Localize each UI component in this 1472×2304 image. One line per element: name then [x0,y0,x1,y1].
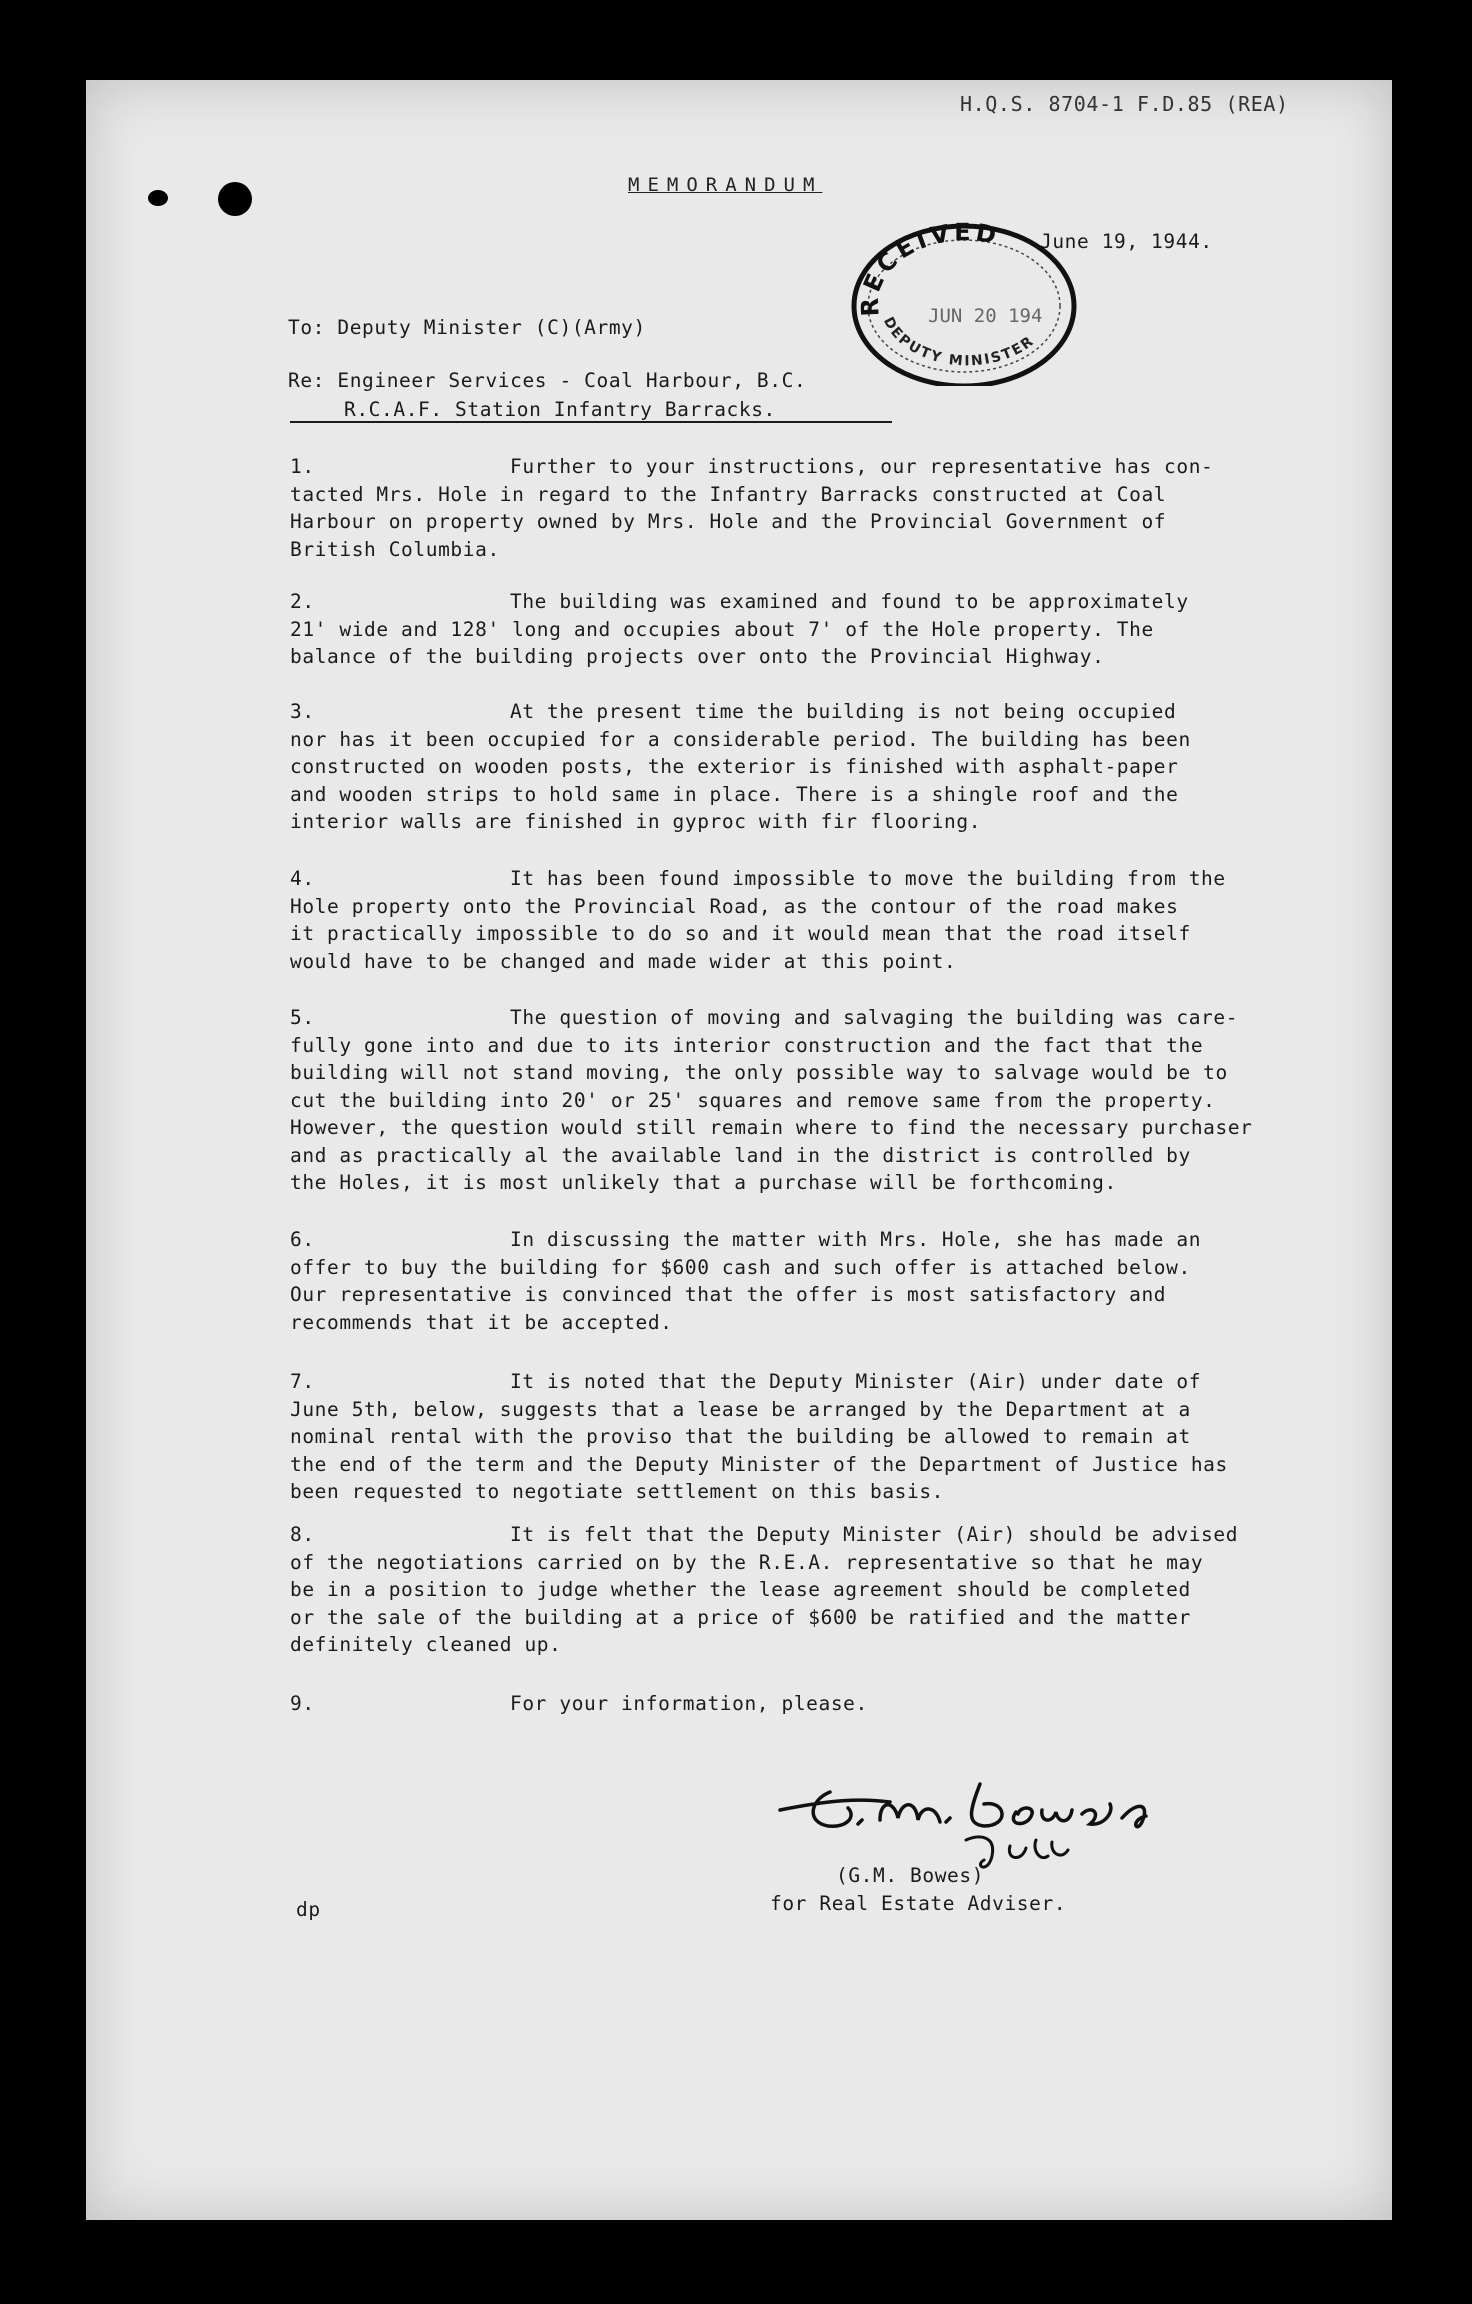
paragraph-line: the Holes, it is most unlikely that a purchase will be forthcoming. [290,1171,1117,1194]
paragraph-line: nominal rental with the proviso that the building be allowed to remain at [290,1425,1191,1448]
stamp-date: JUN 20 194 [928,305,1043,327]
paragraph-line: and wooden strips to hold same in place. There is a shingle roof and the [290,782,1179,806]
paragraph-line: It has been found impossible to move the building from the [510,867,1226,890]
paragraph-line: it practically impossible to do so and it would mean that the road itself [290,922,1191,945]
paragraph-line: At the present time the building is not being occupied [510,700,1177,723]
paragraph-line: offer to buy the building for $600 cash and such offer is attached below. [290,1255,1191,1279]
paragraph-line: However, the question would still remain where to find the necessary purchaser [290,1116,1253,1139]
paragraph-line: Further to your instructions, our representative has con- [510,455,1214,478]
paragraph-number: 1. [290,455,315,478]
paragraph-line: tacted Mrs. Hole in regard to the Infantry Barracks constructed at Coal [290,482,1167,506]
paragraph-line: It is felt that the Deputy Minister (Air) should be advised [510,1523,1239,1546]
paragraph-number: 7. [290,1370,315,1393]
paragraph-line: In discussing the matter with Mrs. Hole, she has made an [510,1228,1202,1251]
re-line-2: R.C.A.F. Station Infantry Barracks. [344,398,776,421]
subject-underline [290,421,892,423]
file-reference: H.Q.S. 8704-1 F.D.85 (REA) [960,92,1289,116]
paragraph-number: 8. [290,1523,315,1546]
paragraph-line: Our representative is convinced that the offer is most satisfactory and [290,1283,1167,1306]
paragraph-number: 9. [290,1692,315,1715]
paragraph-line: or the sale of the building at a price of $600 be ratified and the matter [290,1605,1191,1629]
paragraph-line: the end of the term and the Deputy Minister of the Department of Justice has [290,1452,1228,1476]
paragraph-line: The building was examined and found to be approximately [510,590,1189,613]
typist-initials: dp [296,1898,321,1921]
paragraph-line: Harbour on property owned by Mrs. Hole and the Provincial Government of [290,510,1167,533]
punch-hole-mark [148,190,168,206]
punch-hole-mark [218,182,252,216]
paragraph-line: would have to be changed and made wider at this point. [290,949,957,973]
signatory-title: for Real Estate Adviser. [770,1892,1067,1915]
paragraph-line: nor has it been occupied for a considerable period. The building has been [290,727,1191,751]
to-line: To: Deputy Minister (C)(Army) [288,316,646,339]
paragraph-number: 6. [290,1228,315,1251]
signatory-name: (G.M. Bowes) [836,1864,985,1887]
paragraph-line: Hole property onto the Provincial Road, as the contour of the road makes [290,894,1179,918]
paragraph-line: It is noted that the Deputy Minister (Air) under date of [510,1370,1202,1393]
paragraph-number: 5. [290,1006,315,1029]
paragraph-line: be in a position to judge whether the lease agreement should be completed [290,1578,1191,1601]
received-stamp [840,220,1084,386]
paragraph-line: been requested to negotiate settlement on this basis. [290,1480,945,1503]
re-line-1: Re: Engineer Services - Coal Harbour, B.C. [288,369,807,392]
paragraph-line: 21' wide and 128' long and occupies about 7' of the Hole property. The [290,617,1154,641]
paragraph-number: 3. [290,700,315,723]
stamp-text-bottom: DEPUTY MINISTER [880,314,1038,370]
paragraph-line: For your information, please. [510,1692,868,1715]
paragraph-number: 4. [290,867,315,890]
paragraph-line: definitely cleaned up. [290,1633,562,1656]
paragraph-line: June 5th, below, suggests that a lease be arranged by the Department at a [290,1397,1191,1421]
paragraph-line: British Columbia. [290,537,500,561]
paragraph-line: fully gone into and due to its interior construction and the fact that the [290,1033,1204,1057]
stamp-text-top: RECEIVED [855,220,1003,318]
paragraph-number: 2. [290,590,315,613]
paragraph-line: of the negotiations carried on by the R.E.A. representative so that he may [290,1550,1204,1574]
paragraph-line: and as practically al the available land in the district is controlled by [290,1143,1191,1167]
memo-date: June 19, 1944. [1040,230,1213,253]
paragraph-line: cut the building into 20' or 25' squares and remove same from the property. [290,1088,1216,1112]
paragraph-line: constructed on wooden posts, the exterior is finished with asphalt-paper [290,755,1179,778]
paragraph-line: balance of the building projects over onto the Provincial Highway. [290,645,1105,668]
paragraph-line: The question of moving and salvaging the building was care- [510,1006,1239,1029]
paragraph-line: recommends that it be accepted. [290,1310,673,1334]
memo-title: MEMORANDUM [628,174,823,196]
paragraph-line: building will not stand moving, the only possible way to salvage would be to [290,1061,1228,1084]
paragraph-line: interior walls are finished in gyproc with fir flooring. [290,810,982,833]
svg-text:RECEIVED [856,220,1003,317]
